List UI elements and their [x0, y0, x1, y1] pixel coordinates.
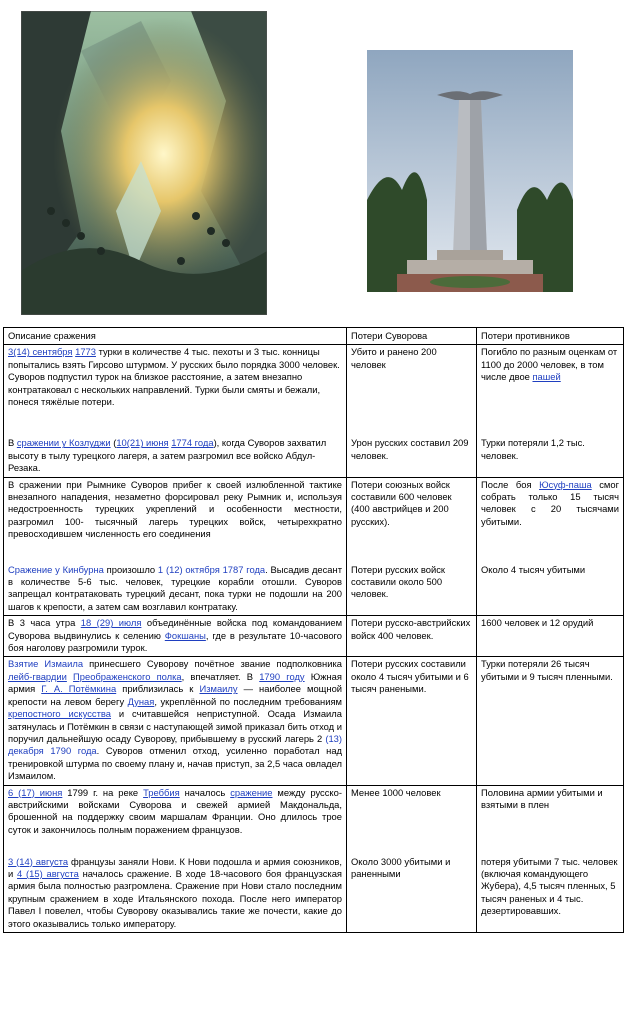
paragraph: [351, 787, 472, 853]
text-span: Турки потеряли 1,2 тыс. человек.: [481, 437, 585, 461]
cell-enemy-losses: [477, 785, 624, 932]
wiki-link[interactable]: сражение: [230, 786, 273, 798]
wiki-link[interactable]: Г. А. Потёмкина: [41, 683, 117, 695]
paragraph: [8, 564, 342, 614]
wiki-link[interactable]: Фокшаны: [164, 629, 206, 641]
text-span: . Высадив десант в количестве 5-6 тыс. человек, турецкие корабли отошли. Суворов запрещал контратаковать турецкий десант, пока турки не подошли на 200 шагов к крепости, а затем сам возглавил контратаку.: [8, 563, 342, 612]
text-span: потеря убитыми 7 тыс. человек (включая командующего Жубера), 4,5 тысяч пленных, 5 тысяч раненых и 4 тыс. дезертировавших.: [481, 855, 618, 917]
wiki-link[interactable]: лейб-гвардии: [8, 670, 67, 682]
text-span: Убито и ранено 200 человек: [351, 346, 437, 370]
battles-table: [3, 327, 624, 933]
text-span: Менее 1000 человек: [351, 786, 441, 798]
paragraph: [351, 479, 472, 561]
text-span: Взятие Измаила: [8, 658, 84, 670]
text-span: Турки потеряли 26 тысяч убитыми и 9 тысяч пленными.: [481, 658, 613, 682]
wiki-link[interactable]: Дуная: [127, 695, 155, 707]
wiki-link[interactable]: пашей: [532, 371, 561, 383]
text-span: В сражении при Рымнике Суворов прибег к своей излюбленной тактике внезапного нападения, незаметно форсировал реку Рымник и, используя недостроенность турецких укреплений и особенности местности, разгромил 100- тысячный лагерь турецких войск, четырехкратно превосходившем численность его соединения: [8, 478, 342, 540]
paragraph: [8, 617, 342, 654]
wiki-link[interactable]: 1774 года: [171, 437, 214, 449]
wiki-link[interactable]: Юсуф-паша: [539, 478, 592, 490]
paragraph: [8, 787, 342, 853]
paragraph: [8, 346, 342, 434]
cell-enemy-losses: [477, 345, 624, 477]
text-span: (: [110, 437, 117, 449]
text-span: ), когда Суворов захватил высоту в тылу турецкого лагеря, а затем разгромил все войско Абдул-Резака.: [8, 437, 327, 474]
text-span: Погибло по разным оценкам от 1100 до 2000 человек, в том числе двое: [481, 346, 618, 383]
paragraph: [481, 658, 619, 683]
text-span: Потери русских составили около 4 тысяч убитыми и 6 тысяч ранеными.: [351, 658, 469, 695]
wiki-link[interactable]: 10(21) июня: [116, 437, 169, 449]
monument-image: [367, 50, 573, 292]
text-span: турки в количестве 4 тыс. пехоты и 3 тыс. конницы попытались взять Гирсово штурмом. У русских было порядка 3000 человек. Суворов подпустил турок на близкое расстояние, а затем внезапно контратаковал с нескольких направлений. Турки были смяты и бежали, понеся тяжёлые потери.: [8, 346, 340, 408]
battle-painting: [21, 11, 267, 315]
text-span: Урон русских составил 209 человек.: [351, 437, 469, 461]
wiki-link[interactable]: 6 (17) июня: [8, 786, 63, 798]
wiki-link[interactable]: 3 (14) августа: [8, 855, 69, 867]
paragraph: [351, 564, 472, 601]
text-span: приблизилась к: [116, 683, 200, 695]
cell-suvorov-losses: [347, 785, 477, 932]
text-span: Южная армия: [8, 670, 342, 695]
wiki-link[interactable]: Измаилу: [199, 683, 238, 695]
table-row: [4, 616, 624, 657]
text-span: — наиболее мощной крепости на левом берегу: [8, 683, 343, 707]
text-span: В 3 часа утра: [8, 617, 81, 629]
paragraph: [8, 658, 342, 782]
text-span: 1600 человек и 12 орудий: [481, 617, 594, 629]
cell-suvorov-losses: [347, 616, 477, 657]
painting-image: [21, 11, 267, 315]
paragraph: [351, 856, 472, 881]
text-span: Половина армии убитыми и взятыми в плен: [481, 786, 603, 810]
text-span: В: [8, 437, 17, 449]
paragraph: [481, 346, 619, 434]
text-span: французы заняли Нови. К Нови подошла и армия союзников, и: [8, 855, 342, 879]
paragraph: [351, 437, 472, 462]
paragraph: [351, 346, 472, 434]
header-suvorov-losses: Потери Суворова: [347, 328, 477, 345]
text-span: Сражение у Кинбурна: [8, 563, 104, 575]
cell-enemy-losses: [477, 657, 624, 785]
text-span: , где в результате 10-часового боя наголову разгромили турок.: [8, 629, 342, 654]
cell-description: [4, 477, 347, 616]
cell-suvorov-losses: [347, 657, 477, 785]
wiki-link[interactable]: 1773: [75, 346, 96, 358]
text-span: началось: [179, 786, 231, 798]
wiki-link[interactable]: 1790 году: [259, 670, 305, 682]
header-enemy-losses: Потери противников: [477, 328, 624, 345]
cell-enemy-losses: [477, 477, 624, 616]
wiki-link[interactable]: крепостного искусства: [8, 708, 111, 720]
wiki-link[interactable]: 4 (15) августа: [17, 867, 79, 879]
text-span: Потери русско-австрийских войск 400 человек.: [351, 617, 471, 641]
cell-description: [4, 345, 347, 477]
table-row: [4, 477, 624, 616]
cell-description: [4, 785, 347, 932]
paragraph: [351, 617, 472, 642]
table-row: [4, 345, 624, 477]
table-row: [4, 657, 624, 785]
text-span: Около 4 тысяч убитыми: [481, 563, 586, 575]
monument-photo: [367, 50, 573, 292]
paragraph: [8, 856, 342, 930]
paragraph: [481, 564, 619, 576]
wiki-link[interactable]: сражении у Козлуджи: [16, 437, 111, 449]
text-span: и считавшейся неприступной. Осада Измаила затянулась и Потёмкин в связи с наступающей зимой приказал бить отход и поручил дальнейшую осаду Суворову, прибывшему в русский лагерь 2: [8, 708, 342, 744]
text-span: смог собрать только 15 тысяч человек с 20 тысячами убитыми.: [481, 478, 619, 527]
cell-description: [4, 616, 347, 657]
text-span: 1799 г. на реке: [62, 786, 144, 798]
paragraph: [8, 479, 342, 561]
text-span: началось сражение. В ходе 18-часового боя французская армия была полностью разгромлена. Сражение при Нови стало последним крупным сражением в ходе Итальянского похода. После него император Павел I повелел, чтобы Суворову оказывались такие же почести, какие до этого оказывались только императору.: [8, 867, 342, 929]
wiki-link[interactable]: Треббия: [143, 786, 180, 798]
text-span: Около 3000 убитыми и раненными: [351, 855, 451, 879]
text-span: (13) декабря 1790 года: [8, 732, 342, 757]
text-span: между русско-австрийскими войсками Суворова и свежей армией Макдональда, брошенной на поддержку своим маршалам Франции. Оно длилось трое суток и закончилось полным поражением французов.: [8, 786, 342, 835]
text-span: принесшего Суворову почётное звание подполковника: [83, 658, 342, 670]
text-span: , впечатляет. В: [181, 670, 260, 682]
text-span: объединённые войска под командованием Суворова выдвинулись к селению: [8, 617, 343, 641]
paragraph: [481, 787, 619, 853]
paragraph: [8, 437, 342, 474]
wiki-link[interactable]: 18 (29) июля: [80, 617, 142, 629]
wiki-link[interactable]: 3(14) сентября: [8, 346, 73, 358]
text-span: Потери русских войск составили около 500 человек.: [351, 563, 446, 600]
header-description: Описание сражения: [4, 328, 347, 345]
paragraph: [481, 479, 619, 561]
paragraph: [351, 658, 472, 695]
paragraph: [481, 856, 619, 918]
paragraph: [481, 617, 619, 629]
text-span: . Суворов отменил отход, усиленно поработал над тренировкой штурма по своему плану и, начав приступ, за 2,5 часа овладел Измаилом.: [8, 745, 342, 782]
cell-enemy-losses: [477, 616, 624, 657]
header-row: [4, 328, 624, 345]
cell-suvorov-losses: [347, 477, 477, 616]
text-span: произошло: [103, 563, 158, 575]
cell-suvorov-losses: [347, 345, 477, 477]
wiki-link[interactable]: Преображенского полка: [73, 670, 182, 682]
table-row: [4, 785, 624, 932]
cell-description: [4, 657, 347, 785]
text-span: После боя: [481, 478, 540, 490]
text-span: Потери союзных войск составили 600 человек (400 австрийцев и 200 русских).: [351, 478, 452, 527]
paragraph: [481, 437, 619, 462]
text-span: , укреплённой по последним требованиям: [154, 695, 342, 707]
text-span: 1 (12) октября 1787 года: [157, 563, 266, 575]
illustrations: [0, 0, 630, 325]
